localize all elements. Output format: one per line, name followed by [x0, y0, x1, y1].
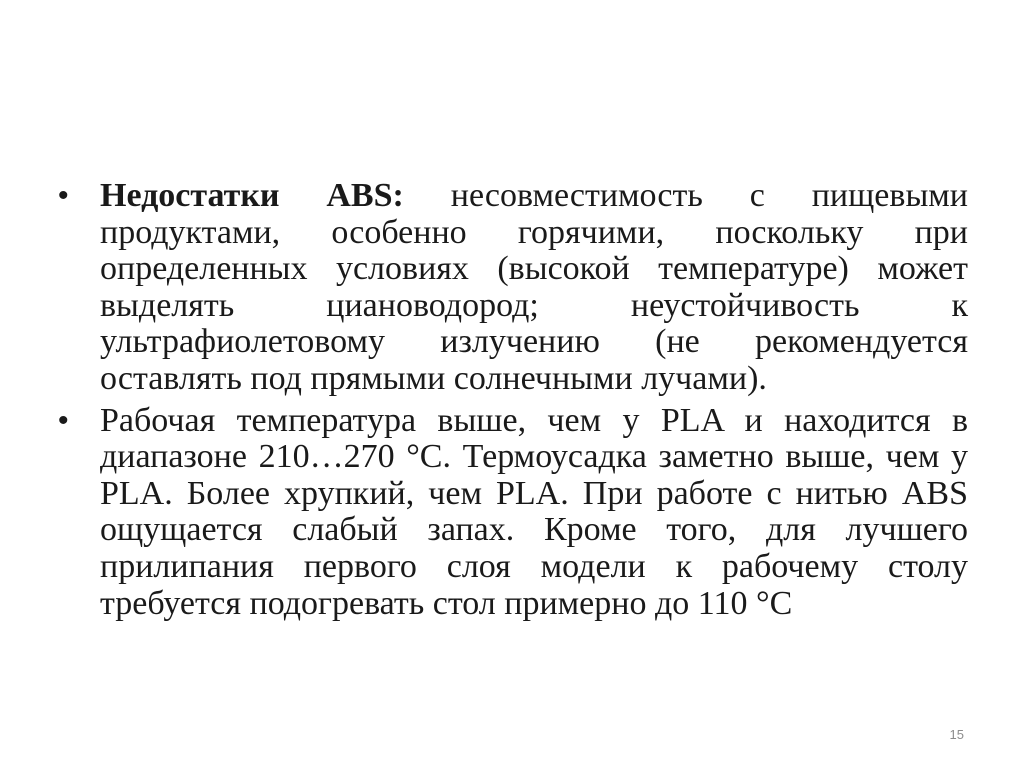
- page-number: 15: [949, 727, 964, 742]
- bullet-icon: •: [58, 179, 69, 212]
- bullet-text: несовместимость с пищевыми продуктами, особенно горячими, поскольку при определенных условиях (высокой температуре) может выделять циановодород; неустойчивость к ультрафиолетовому излучению (не рекомендуется оставлять под прямыми солнечными лучами).: [100, 177, 968, 397]
- bullet-item-working-temperature: [58, 403, 968, 623]
- bullet-text: Рабочая температура выше, чем у PLA и находится в диапазоне 210…270 °С. Термоусадка заметно выше, чем у PLA. Более хрупкий, чем PLA. При работе с нитью ABS ощущается слабый запах. Кроме того, для лучшего прилипания первого слоя модели к рабочему столу требуется подогревать стол примерно до 110 °С: [100, 401, 968, 622]
- bullet-icon: •: [58, 403, 69, 437]
- slide-body: [58, 178, 968, 627]
- bullet-lead-label: Недостатки ABS:: [100, 177, 404, 214]
- bullet-item-abs-drawbacks: [58, 178, 968, 398]
